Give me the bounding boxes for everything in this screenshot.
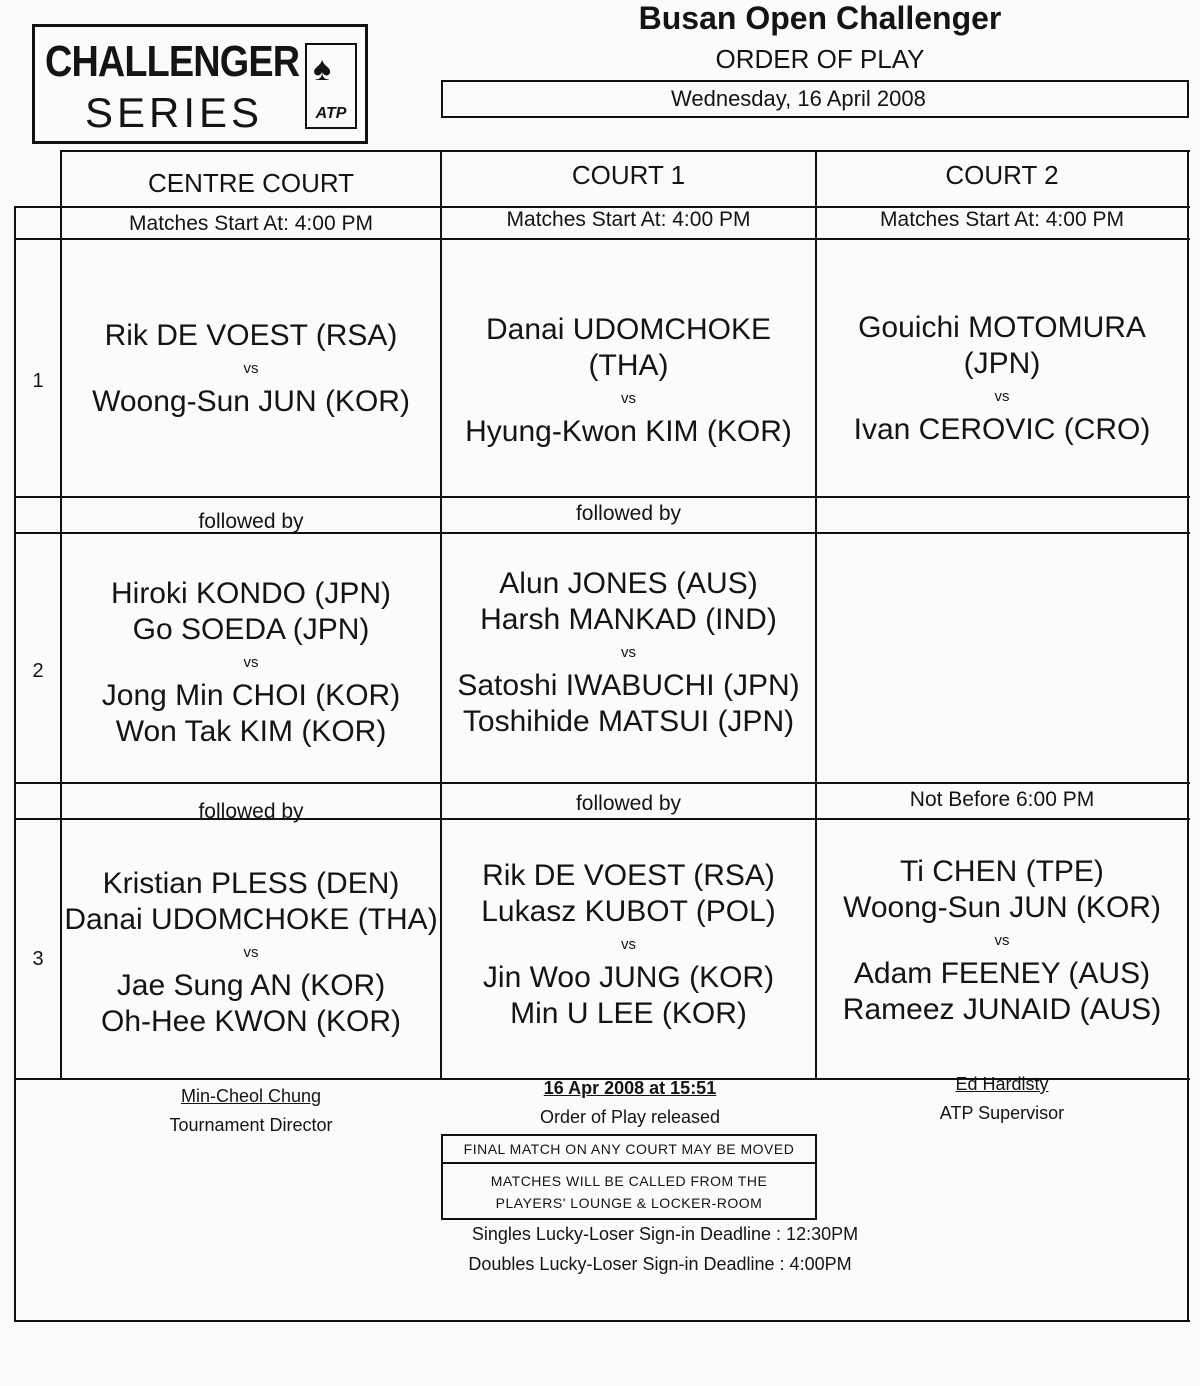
start-time-court-2: Matches Start At: 4:00 PM	[880, 208, 1124, 231]
match-r1-court-1	[442, 312, 815, 450]
vs-label: vs	[621, 644, 636, 661]
not-before-label: Not Before 6:00 PM	[909, 788, 1095, 811]
player-entry: Hyung-Kwon KIM (KOR)	[465, 415, 792, 448]
player-entry: Adam FEENEY (AUS)	[853, 957, 1151, 990]
grid-line	[14, 1320, 1190, 1322]
player-entry: Jae Sung AN (KOR)	[116, 969, 386, 1002]
player-entry: Min U LEE (KOR)	[510, 997, 747, 1030]
player-entry: Gouichi MOTOMURA (JPN)	[858, 311, 1146, 380]
logo-challenger-text: CHALLENGER	[45, 37, 300, 86]
player-entry: Harsh MANKAD (IND)	[480, 603, 777, 636]
player-entry: Go SOEDA (JPN)	[132, 613, 370, 646]
player-entry: Jin Woo JUNG (KOR)	[482, 961, 775, 994]
match-r1-centre	[62, 318, 440, 420]
player-entry: Won Tak KIM (KOR)	[115, 715, 387, 748]
player-entry: Hiroki KONDO (JPN)	[110, 577, 391, 610]
atp-logo-icon: ♠ ATP	[305, 43, 357, 129]
notice-line: MATCHES WILL BE CALLED FROM THE	[490, 1173, 768, 1189]
tournament-title: Busan Open Challenger	[638, 0, 1002, 36]
player-entry: Woong-Sun JUN (KOR)	[92, 385, 410, 418]
challenger-series-logo	[32, 24, 368, 144]
start-time-court-1: Matches Start At: 4:00 PM	[506, 208, 751, 231]
match-r3-centre	[62, 866, 440, 1040]
player-entry: Danai UDOMCHOKE (THA)	[64, 903, 438, 936]
vs-label: vs	[243, 654, 259, 671]
vs-label: vs	[243, 944, 259, 961]
notice-line: PLAYERS' LOUNGE & LOCKER-ROOM	[495, 1195, 763, 1211]
followed-by-label: followed by	[575, 502, 682, 525]
player-entry: Jong Min CHOI (KOR)	[101, 679, 401, 712]
grid-line	[60, 150, 1190, 152]
play-date: Wednesday, 16 April 2008	[671, 86, 926, 111]
row-number-3: 3	[32, 948, 44, 970]
notice-final-match: FINAL MATCH ON ANY COURT MAY BE MOVED	[441, 1134, 817, 1164]
supervisor-title: ATP Supervisor	[939, 1103, 1065, 1123]
vs-label: vs	[621, 390, 636, 407]
supervisor-name: Ed Hardisty	[955, 1074, 1049, 1094]
grid-line	[14, 496, 1190, 498]
followed-by-label: followed by	[198, 510, 304, 533]
doubles-deadline: Doubles Lucky-Loser Sign-in Deadline : 4:00PM	[468, 1254, 852, 1274]
grid-line	[1187, 150, 1189, 1322]
singles-deadline: Singles Lucky-Loser Sign-in Deadline : 12:30PM	[471, 1224, 859, 1244]
notice-called-from-lounge	[441, 1162, 817, 1220]
row-number-1: 1	[32, 370, 44, 392]
player-entry: Rik DE VOEST (RSA)	[482, 859, 775, 892]
document-subtitle: ORDER OF PLAY	[715, 44, 925, 74]
player-entry: Ti CHEN (TPE)	[900, 855, 1104, 888]
player-entry: Satoshi IWABUCHI (JPN)	[457, 669, 800, 702]
court-name-1: COURT 1	[571, 160, 686, 190]
match-r2-court-1	[442, 566, 815, 740]
release-label: Order of Play released	[539, 1107, 721, 1127]
release-time: 16 Apr 2008 at 15:51	[543, 1078, 717, 1098]
player-entry: Danai UDOMCHOKE (THA)	[485, 313, 772, 382]
match-r3-court-2	[817, 854, 1187, 1028]
vs-label: vs	[994, 932, 1010, 949]
player-entry: Lukasz KUBOT (POL)	[481, 895, 776, 928]
match-r3-court-1	[442, 858, 815, 1032]
player-entry: Rameez JUNAID (AUS)	[842, 993, 1162, 1026]
row-number-2: 2	[32, 660, 44, 682]
director-title: Tournament Director	[169, 1115, 333, 1135]
vs-label: vs	[243, 360, 259, 377]
match-r1-court-2	[817, 310, 1187, 448]
vs-label: vs	[994, 388, 1010, 405]
vs-label: vs	[621, 936, 636, 953]
date-box	[441, 80, 1189, 118]
grid-line	[14, 782, 1190, 784]
player-entry: Rik DE VOEST (RSA)	[104, 319, 398, 352]
followed-by-label: followed by	[575, 792, 682, 815]
court-name-centre: CENTRE COURT	[147, 168, 355, 198]
grid-line	[14, 238, 1190, 240]
followed-by-label: followed by	[198, 800, 304, 823]
start-time-centre: Matches Start At: 4:00 PM	[129, 212, 373, 235]
player-entry: Ivan CEROVIC (CRO)	[853, 413, 1151, 446]
player-entry: Woong-Sun JUN (KOR)	[843, 891, 1161, 924]
player-entry: Oh-Hee KWON (KOR)	[100, 1005, 402, 1038]
logo-series-text: SERIES	[85, 89, 264, 136]
player-entry: Alun JONES (AUS)	[499, 567, 758, 600]
player-entry: Toshihide MATSUI (JPN)	[462, 705, 795, 738]
court-name-2: COURT 2	[945, 160, 1059, 190]
player-entry: Kristian PLESS (DEN)	[102, 867, 400, 900]
match-r2-centre	[62, 576, 440, 750]
director-name: Min-Cheol Chung	[180, 1086, 322, 1106]
